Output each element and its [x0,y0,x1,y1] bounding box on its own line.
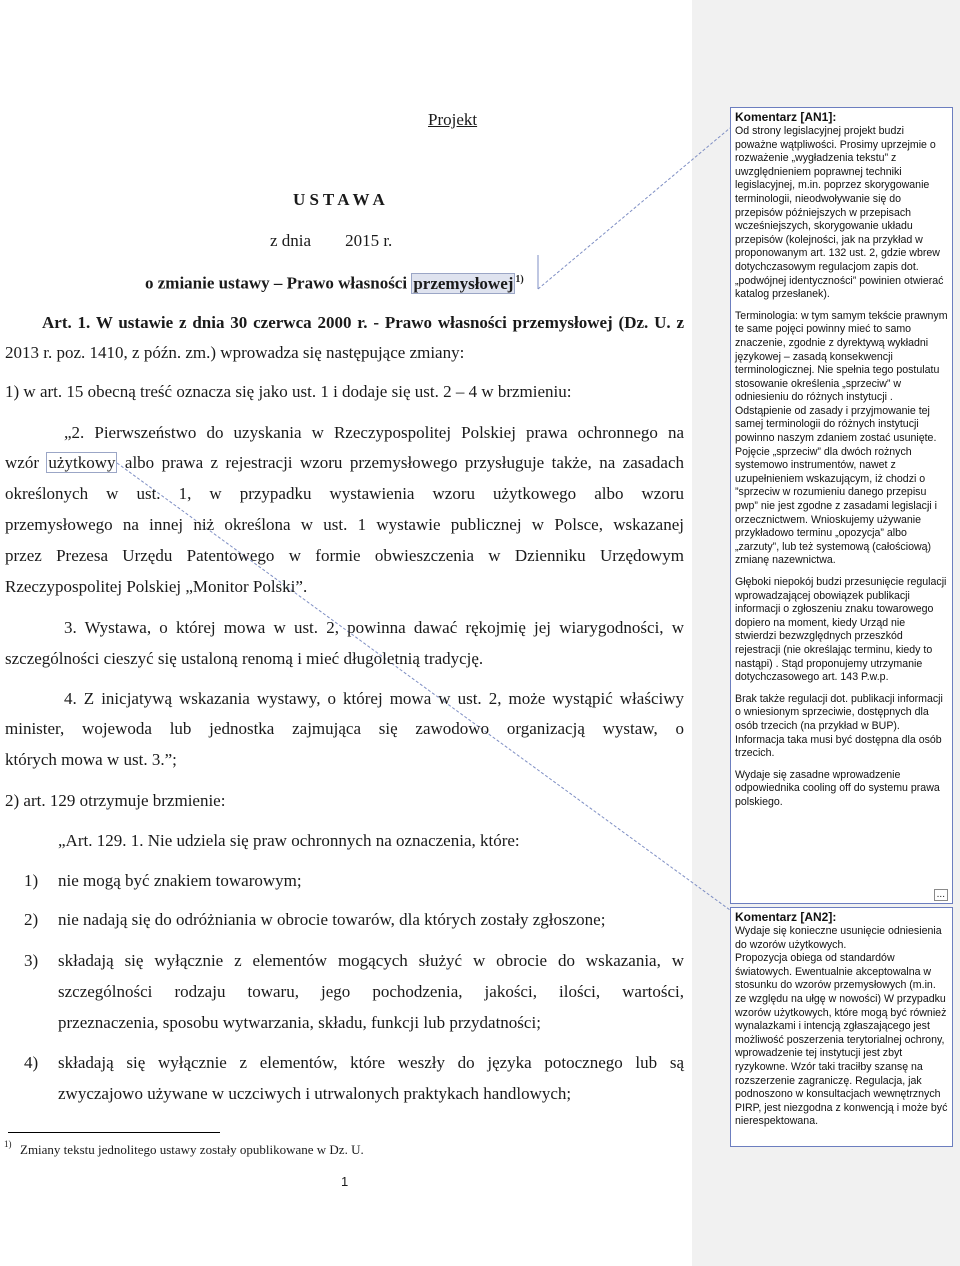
comment-an1-paragraph-3: Głęboki niepokój budzi przesunięcie regulacji wprowadzającej obowiązek publikacji informacji o zgłoszeniu znaku towarowego dopiero na moment, kiedy Urząd nie stwierdzi bezwzględnych przeszkód rejestracji (nie określając terminu, kiedy to nastąpi) . Stąd proponujemy utrzymanie dotychczasowego art. 143 P.w.p. [735,576,947,684]
list-item-3-line-2: szczególności rodzaju towaru, jego pochodzenia, jakości, ilości, wartości, [58,982,684,1001]
act-title: U S T A W A [293,190,385,209]
comment-an1[interactable] [730,107,953,904]
comment-an1-author: Komentarz [AN1]: [735,110,837,124]
comment-expand-button[interactable]: ... [934,889,948,901]
list-item-1-line-1: nie mogą być znakiem towarowym; [58,871,302,890]
ust3-line-1: 3. Wystawa, o której mowa w ust. 2, powinna dawać rękojmię jej wiarygodności, w [64,618,684,637]
comment-an2-paragraph-1: Wydaje się konieczne usunięcie odniesienia do wzorów użytkowych. [735,925,942,951]
art129-intro: „Art. 129. 1. Nie udziela się praw ochronnych na oznaczenia, które: [58,831,520,850]
list-item-3-line-3: przeznaczenia, sposobu wytwarzania, składu, funkcji lub przydatności; [58,1013,541,1032]
comment-an2-paragraph-2: Propozycja obiega od standardów światowych. Ewentualnie akceptowalna w stosunku do wzorów przemysłowych (m.in. ze względu na ułgę w nowości) W przypadku wzorów użytkowych, które mogą być również wynalazkami i intencją zgłaszającego jest możliwość poszerzenia terytorialnej ochrony, wprowadzenie tej instytucji jest zbyt ryzykowne. Wzór taki traciłby szansę na rozszerzenie zagraniczę. Regulacja, jak podnoszono w konsultacjach wewnętrznych PIRP, jest niezgodna z konwencją i może być nierespektowana. [735,952,948,1128]
date-line: z dnia 2015 r. [270,231,393,250]
comment-an2-author: Komentarz [AN2]: [735,910,837,924]
list-item-4-line-1: składają się wyłącznie z elementów, które weszły do języka potocznego lub są [58,1053,684,1072]
ust2-line-2: wzór użytkowy albo prawa z rejestracji wzoru przemysłowego przysługuje także, na zasadach [5,453,685,472]
art1-line-2: 2013 r. poz. 1410, z późn. zm.) wprowadza się następujące zmiany: [5,343,465,362]
commented-text-an2[interactable]: użytkowy [48,453,116,472]
ust2-line-5: przez Prezesa Urzędu Patentowego w formie obwieszczenia w Dzienniku Urzędowym [5,546,684,565]
ust2-line-6: Rzeczypospolitej Polskiej „Monitor Polski”. [5,577,308,596]
point-2: 2) art. 129 otrzymuje brzmienie: [5,791,226,810]
list-item-1-number: 1) [24,871,39,890]
list-item-4-line-2: zwyczajowo używane w uczciwych i utrwalonych praktykach handlowych; [58,1084,572,1103]
ust4-line-3: których mowa w ust. 3.”; [5,750,177,769]
project-label: Projekt [428,110,478,129]
ust2-line-1: „2. Pierwszeństwo do uzyskania w Rzeczypospolitej Polskiej prawa ochronnego na [64,423,684,442]
footnote-separator [8,1132,220,1133]
list-item-4-number: 4) [24,1053,39,1072]
ust4-line-2: minister, wojewoda lub jednostka zajmująca się zawodowo organizacją wystaw, o [5,719,684,738]
list-item-3-number: 3) [24,951,39,970]
point-1: 1) w art. 15 obecną treść oznacza się jako ust. 1 i dodaje się ust. 2 – 4 w brzmieniu: [5,382,572,401]
page-number: 1 [341,1174,349,1189]
connector-an1 [538,128,730,289]
ust3-line-2: szczególności cieszyć się ustaloną renomą i mieć długoletnią tradycję. [5,649,484,668]
comment-an1-paragraph-5: Wydaje się zasadne wprowadzenie odpowiednika cooling off do systemu prawa polskiego. [735,768,940,808]
list-item-3-line-1: składają się wyłącznie z elementów mogących służyć w obrocie do wskazania, w [58,951,684,970]
footnote-ref: 1) [515,274,524,285]
ust2-line-4: przemysłowego na innej niż określona w ust. 1 wystawie publicznej w Polsce, wskazanej [5,515,684,534]
art1-line-1: Art. 1. W ustawie z dnia 30 czerwca 2000 r. - Prawo własności przemysłowej (Dz. U. z [42,313,684,332]
list-item-2-line-1: nie nadają się do odróżniania w obrocie towarów, dla których zostały zgłoszone; [58,910,606,929]
list-item-2-number: 2) [24,910,39,929]
footnote-number: 1) [4,1139,12,1149]
footnote-text: Zmiany tekstu jednolitego ustawy zostały opublikowane w Dz. U. [20,1142,364,1157]
ust2-line-3: określonych w ust. 1, w przypadku wystawienia wzoru użytkowego albo wzoru [5,484,684,503]
comment-an1-paragraph-1: Od strony legislacyjnej projekt budzi poważne wątpliwości. Prosimy uprzejmie o rozważenie „wygładzenia tekstu” z uwzględnieniem poprawnej techniki legislacyjnej, m.in. poprzez skorygowanie terminologii, nieodwoływanie się do przepisów późniejszych w przepisach wcześniejszych, skorygowanie układu przepisów (kolejności, jak na przykład w proponowanym art. 132 ust. 2, gdzie wbrew dotychczasowym regulacjom zapis dot. „podwójnej identyczności” powinien otwierać katalog przesłanek). [735,125,944,301]
ust4-line-1: 4. Z inicjatywą wskazania wystawy, o której mowa w ust. 2, może wystąpić właściwy [64,689,684,708]
comment-an1-paragraph-2: Terminologia: w tym samym tekście prawnym te same pojęci powinny mieć to samo znaczenie, zgodnie z dyrektywą wykładni językowej – zasadą konsekwencji terminologicznej. Nie spełnia tego postulatu stosowanie określenia „sprzeciw” w odniesieniu do różnych instytucji . Odstąpienie od zasady i przyjmowanie tej samej terminologii do różnych instytucji powinno naszym zdaniem zostać usunięte. Pojęcie „sprzeciw” dla dwóch rożnych systemowo instrumentów, nawet z uzupełnieniem wskazującym, iż chodzi o ”sprzeciw w rozumieniu danego przepisu pwp” nie jest zgodne z zasadami legislacji i orzecznictwem. Wnioskujemy używanie przykładowo terminu „opozycja” albo „zarzuty”, lub też systemową (całościową) zmianę nazewnictwa. [735,309,948,567]
subtitle-text: o zmianie ustawy – Prawo własności [145,273,412,293]
commented-text-an1[interactable]: przemysłowej [413,273,514,293]
act-subtitle [145,270,524,294]
comment-an1-paragraph-4: Brak także regulacji dot. publikacji informacji o wniesionym sprzeciwie, dostępnych dla osób trzecich (na przykład w BUP). Informacja taka musi być dostępna dla osób trzecich. [735,692,943,760]
comment-an2[interactable] [730,907,953,1147]
